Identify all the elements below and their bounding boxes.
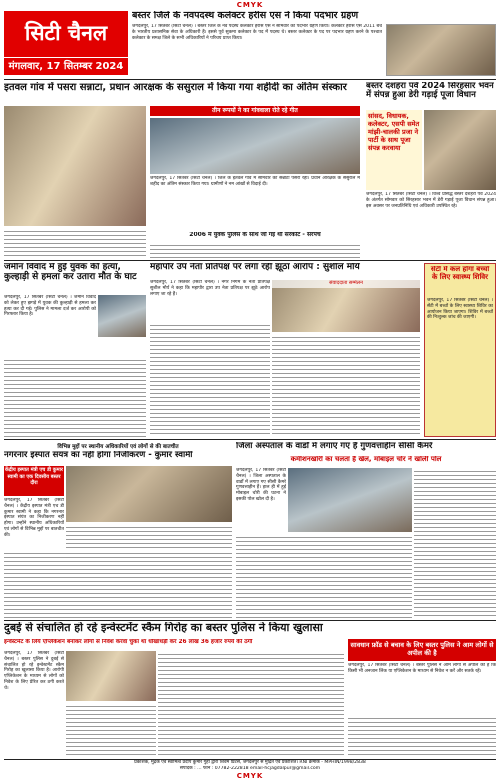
- dussehra-sidebar: सांसद, विधायक, कलेक्टर, एसपी समेत मांझी-चालकी प्रजा ने पार्टी के साथ पूजा संपन्न करवाया: [366, 110, 422, 190]
- bottom-right-body: जगदलपुर, 17 सितंबर (सिटी चैनल) । बस्तर पुलिस ने आम लोगों से अपील की है कि किसी भी अनजान लिंक या एप्लिकेशन के माध्यम से निवेश न करें और सतर्क रहें।: [348, 663, 496, 674]
- itwal-photo-funeral: [4, 106, 146, 226]
- itwal-photo: [150, 118, 360, 174]
- nagar-photo: [66, 466, 232, 522]
- dussehra-headline: बस्तर दशहरा पर्व 2024 सिरहसार भवन में संपन्न हुआ डेरी गड़ाई पूजा विधान: [366, 82, 494, 101]
- top-registration-mark: CMYK: [236, 1, 264, 9]
- mahapaur-photo-caption: संवाददाता सम्मेलन: [272, 280, 420, 288]
- top-story-headline: बस्तर जिले के नवपदस्थ कलेक्टर हरीस एस ने किया पदभार ग्रहण: [132, 11, 359, 21]
- bottom-registration-mark: CMYK: [236, 772, 264, 780]
- bottom-story-photo: [66, 651, 156, 701]
- bottom-story-body: जगदलपुर, 17 सितंबर (सिटी चैनल) । बस्तर पुलिस ने दुबई से संचालित हो रहे इन्वेस्टमेंट स्कैम गिरोह का खुलासा किया है। आरोपी एप्लिकेशन के माध्यम से लोगों को निवेश के लिए प्रेरित कर ठगी करते थे।: [4, 651, 64, 691]
- vivad-headline: जमीन विवाद में हुई युवक की हत्या, कुल्हाड़ी से हमला कर उतारा मौत के घाट: [4, 263, 137, 282]
- masthead-date: मंगलवार, 17 सितम्बर 2024: [4, 57, 128, 75]
- cctv-subheadline: कमीशनखोरी का चलता है खेल, मोबाइल चोर ने खोली पोल: [290, 456, 442, 463]
- mahapaur-headline: महापौर उप नेता प्रतिपक्ष पर लगा रही झूठा आरोप : सुशील मौर्य: [150, 263, 360, 272]
- cctv-body: जगदलपुर, 17 सितंबर (सिटी चैनल) । जिला अस्पताल के वार्डों में लगाए गए सीसी कैमरे गुणवत्ताहीन हैं। हाल ही में हुई मोबाइल चोरी की घटना ने इसकी पोल खोल दी है।: [236, 468, 286, 502]
- top-story-photo: [386, 24, 496, 76]
- nagar-red-caption: केंद्रीय इस्पात मंत्री एच डी कुमार स्वामी का एक दिवसीय बस्तर दौरा: [4, 466, 64, 496]
- footer-imprint: प्रकाशक, मुद्रक एवं स्वामित्व प्रदीप कुमार गुहा द्वारा शिवम प्रिंटर्स, जगदलपुर से मुद्रित एवं प्रकाशित। RNI क्रमांक - MPHIN/1998/2838: [4, 759, 496, 766]
- divider: [4, 439, 496, 440]
- dussehra-body: जगदलपुर, 17 सितंबर (सिटी चैनल) । विश्व प्रसिद्ध बस्तर दशहरा पर्व 2024 के अंतर्गत सोमवार को सिरहसार भवन में डेरी गड़ाई पूजा विधान संपन्न हुआ। इस अवसर पर जनप्रतिनिधि एवं अधिकारी उपस्थित रहे।: [366, 192, 496, 209]
- cctv-photo: [288, 468, 412, 532]
- nagar-text-columns: [4, 550, 232, 618]
- bottom-story-text-columns: [66, 703, 156, 757]
- bottom-right-text-columns: [348, 715, 496, 757]
- bottom-story-headline: दुबई से संचालित हो रहे इन्वेस्टमेंट स्कैम गिरोह का बस्तर पुलिस ने किया खुलासा: [4, 622, 323, 634]
- itwal-body: जगदलपुर, 17 सितंबर (सिटी चैनल) । जिले के इतवल गांव में सोमवार को सन्नाटा पसरा रहा। प्रधान आरक्षक के ससुराल में शहीद का अंतिम संस्कार किया गया। ग्रामीणों ने नम आंखों से विदाई दी।: [150, 176, 360, 187]
- mahapaur-text-columns-2: [272, 334, 420, 437]
- bottom-story-subheadline: इन्वेस्टमेंट के लिये एप्लिकेशन बनाकर लोगों से निवेश करवा चुका था धोखाधड़ी कर 26 लाख 36 हजार रुपये की ठगी: [4, 639, 253, 645]
- cctv-text-columns-2: [236, 534, 412, 618]
- vivad-body: जगदलपुर, 17 सितंबर (सिटी चैनल) । जमीन विवाद को लेकर हुए झगड़े में युवक की कुल्हाड़ी से हमला कर हत्या कर दी गई। पुलिस ने मामला दर्ज कर आरोपी को गिरफ्तार किया है।: [4, 295, 96, 318]
- divider: [4, 79, 496, 80]
- top-story-body: जगदलपुर, 17 सितंबर (सिटी चैनल) । बस्तर जिले के नव पदस्थ कलेक्टर हरीस एस ने सोमवार को पदभार ग्रहण किया। कलेक्टर हरीस एस 2011 बैच के भारतीय प्रशासनिक सेवा के अधिकारी हैं। इससे पूर्व सुकमा कलेक्टर के पद में पदस्थ थे। बस्तर कलेक्टर के पद पर पदभार ग्रहण करने के पश्चात कलेक्टर के समक्ष जिले के सभी अधिकारियों ने परिचय प्राप्त किया।: [132, 24, 382, 41]
- itwal-text-columns-2: [150, 242, 360, 258]
- nagar-body: जगदलपुर, 17 सितंबर (सिटी चैनल) । केंद्रीय इस्पात मंत्री एच डी कुमार स्वामी ने कहा कि नगरनार इस्पात संयंत्र का निजीकरण नहीं होगा। उन्होंने स्थानीय अधिकारियों एवं लोगों से विभिन्न मुद्दों पर बातचीत की।: [4, 498, 64, 538]
- cctv-text-columns: [414, 468, 496, 618]
- vivad-text-columns: [4, 357, 146, 437]
- nagar-kicker: विभिन्न मुद्दों पर स्थानीय अधिकारियों एवं लोगों से की बातचीत: [57, 444, 179, 450]
- nagar-headline: नगरनार इस्पात संयंत्र का नहीं होगा निजीकरण - कुमार स्वामी: [4, 451, 193, 460]
- dussehra-photo: [424, 110, 496, 190]
- divider: [4, 260, 496, 261]
- bottom-right-headline: सावधान फ्रॉड से बचाव के लिए बस्तर पुलिस ने आम लोगों से अपील की है: [348, 639, 496, 661]
- side-column-body: जगदलपुर, 17 सितंबर (सिटी चैनल) । सेंटी में बच्चों के लिए स्वास्थ्य शिविर का आयोजन किया जाएगा। शिविर में बच्चों की निःशुल्क जांच की जाएगी।: [427, 298, 493, 321]
- vivad-photo: [98, 295, 146, 337]
- itwal-kicker: 2006 में युवक पुलिस के साथ जो गई थी सरकोट - सरपंच: [189, 232, 321, 238]
- itwal-text-columns: [4, 228, 146, 258]
- bottom-story-text-columns-2: [158, 651, 344, 757]
- divider: [4, 620, 496, 621]
- side-column-headline: सेंटी में कल होगा बच्चों के लिए स्वास्थ्य शिविर: [430, 266, 490, 281]
- itwal-headline: इतवल गांव में पसरा सन्नाटा, प्रधान आरक्षक के ससुराल में किया गया शहीदी का अंतिम संस्कार: [4, 82, 347, 93]
- mahapaur-text-columns: [150, 322, 270, 437]
- itwal-subheadline: तीन रूपयों ने का गांववाला रोते रहे गीत: [150, 106, 360, 116]
- footer-contact: संपादक : ... फोन : 07782-222818 email-hcjagdalpur@gmail.com: [179, 766, 321, 771]
- cctv-headline: जिला अस्पताल के वार्डों में लगाए गए हैं गुणवत्ताहीन सीसी कैमरे: [236, 442, 433, 451]
- mahapaur-body: जगदलपुर, 17 सितंबर (सिटी चैनल) । नगर निगम के नेता प्रतिपक्ष सुशील मौर्य ने कहा कि महापौर द्वारा उप नेता प्रतिपक्ष पर झूठे आरोप लगाए जा रहे हैं।: [150, 280, 270, 297]
- nagar-text-columns-2: [66, 524, 232, 548]
- masthead-title: सिटी चैनल: [4, 11, 128, 57]
